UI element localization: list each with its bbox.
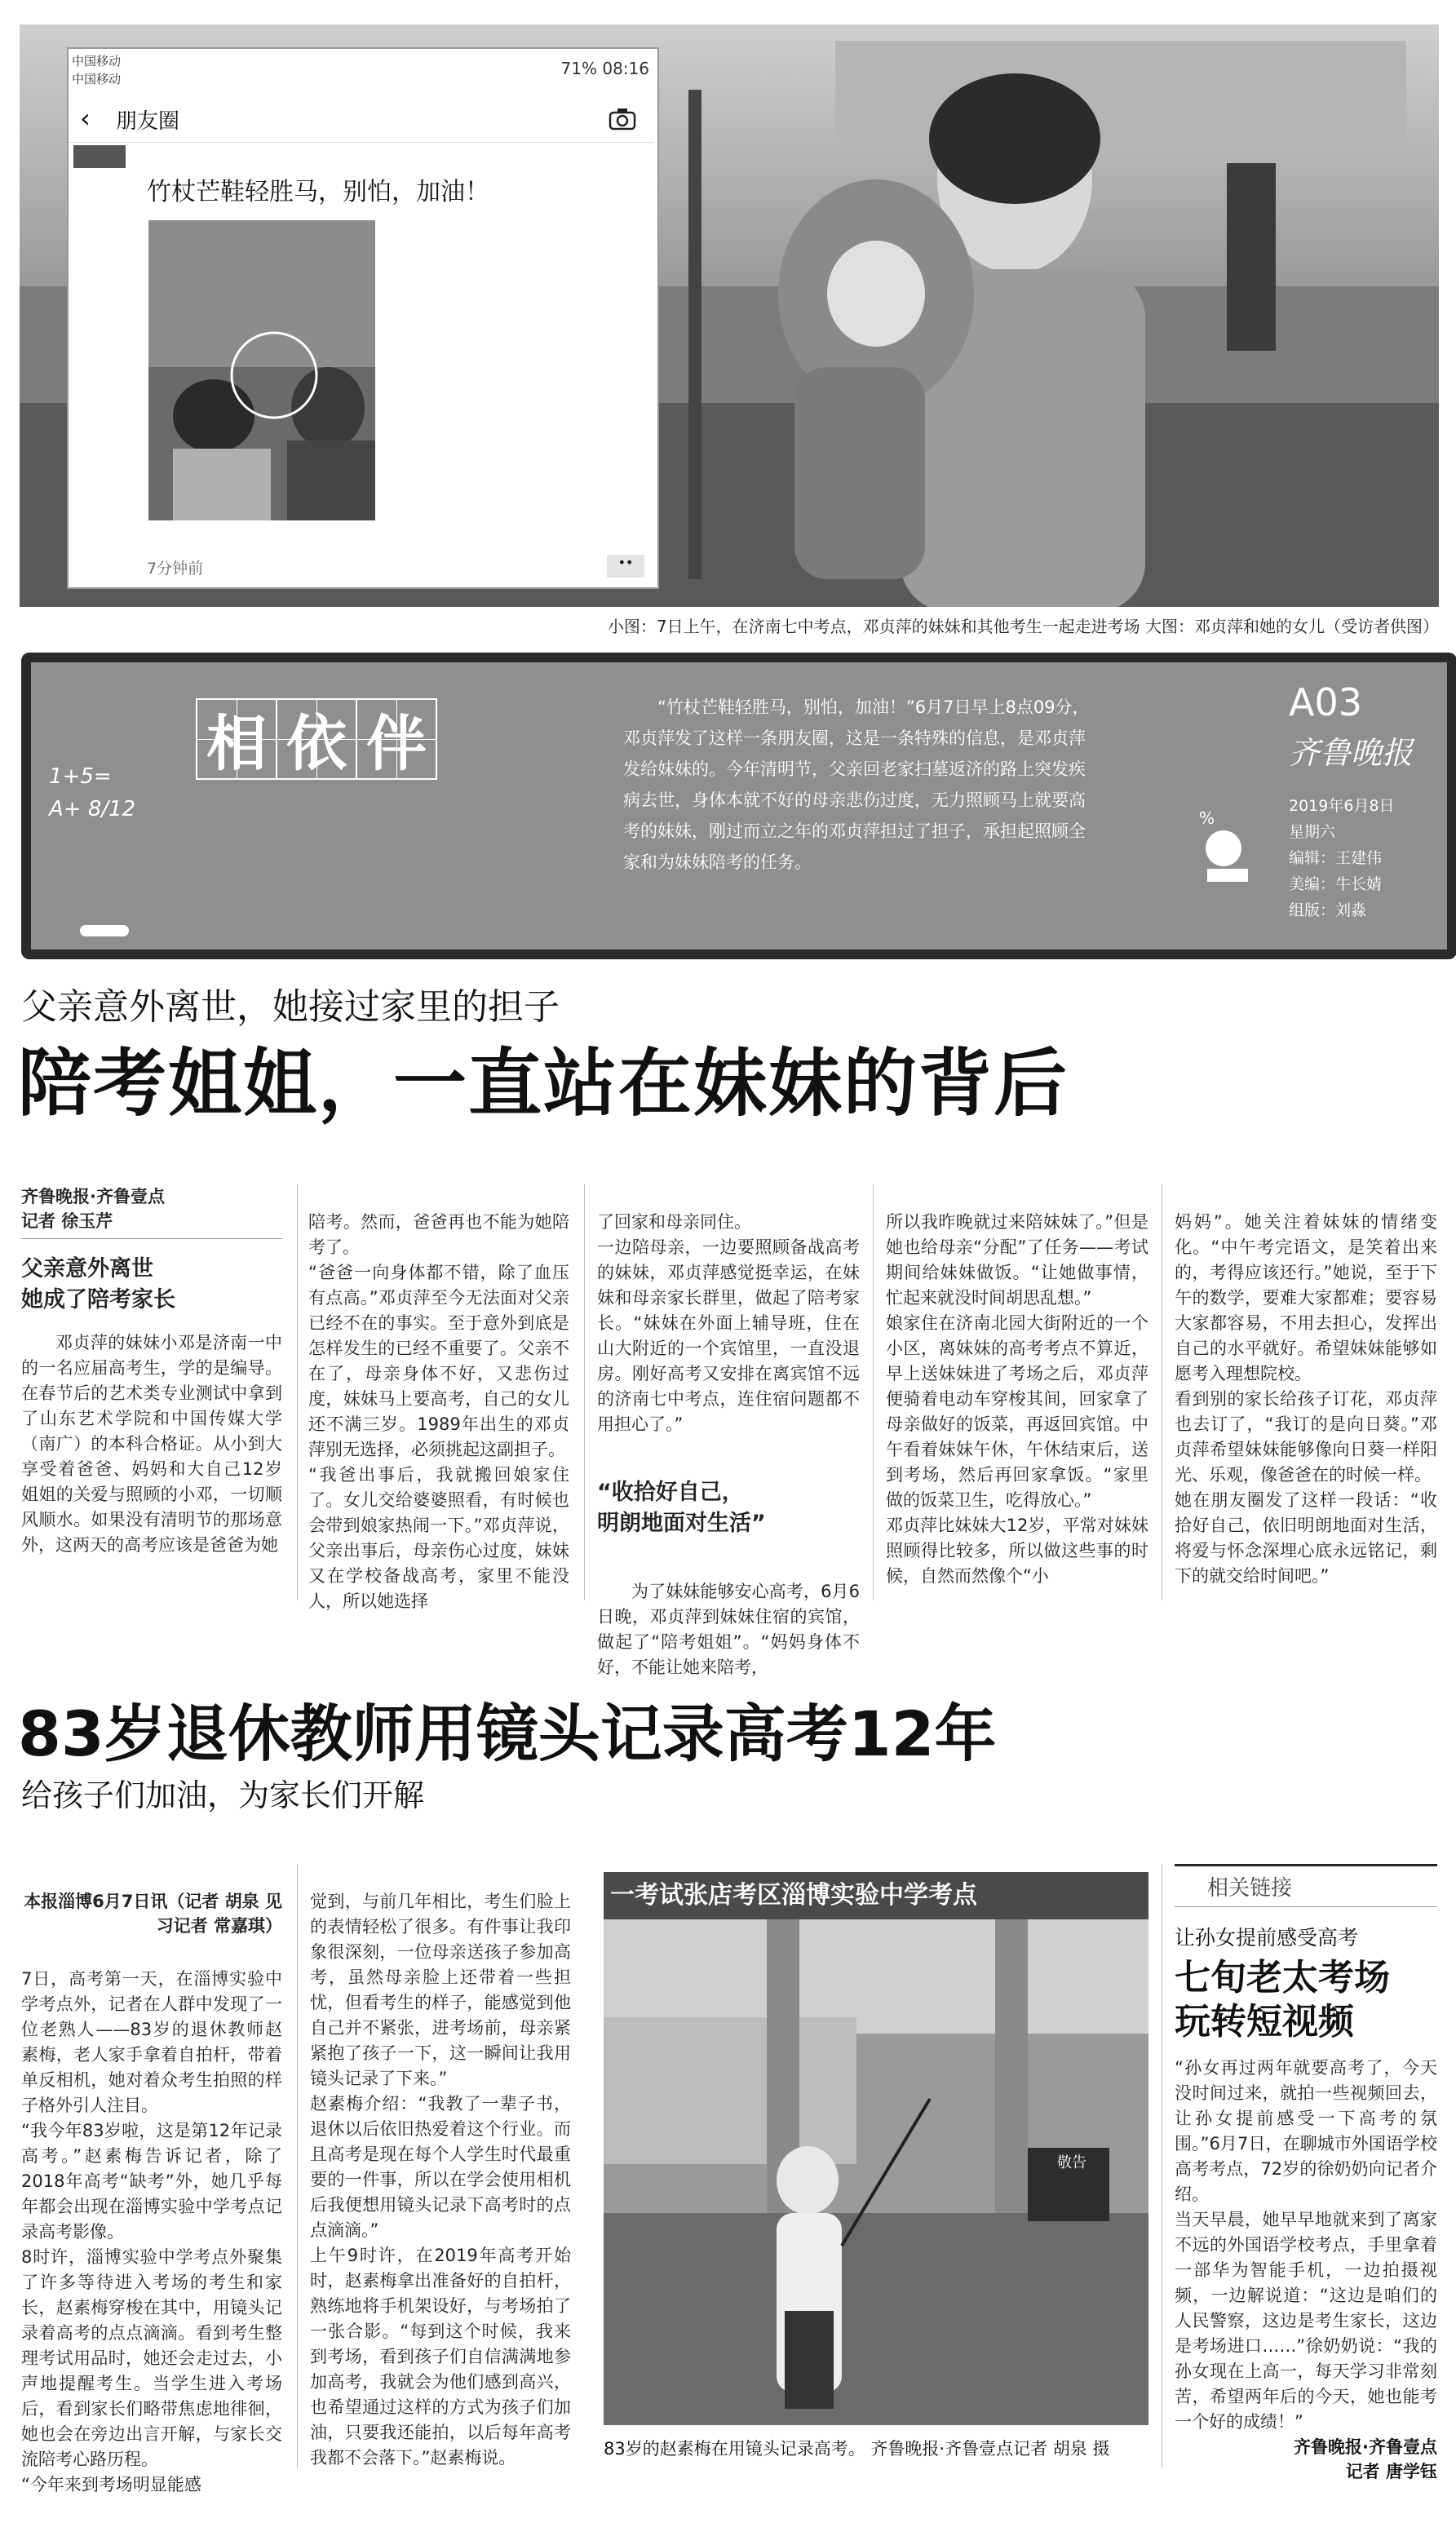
section-title bbox=[196, 698, 436, 780]
article2-col1 bbox=[21, 1864, 282, 2523]
sidebar-byline1: 齐鲁晚报·齐鲁壹点 bbox=[1294, 2437, 1437, 2457]
post-time: 7分钟前 bbox=[147, 560, 204, 578]
article2-photo-caption: 83岁的赵素梅在用镜头记录高考。 齐鲁晚报·齐鲁壹点记者 胡泉 摄 bbox=[604, 2439, 1110, 2459]
sidebar-byline2: 记者 唐学钰 bbox=[1345, 2462, 1437, 2481]
article1-col2 bbox=[308, 1184, 569, 1640]
sidebar-subtitle: 让孙女提前感受高考 bbox=[1175, 1926, 1359, 1950]
article2-photo bbox=[604, 1872, 1148, 2425]
title-char-1: 相 bbox=[196, 698, 277, 780]
article1-col1-text: 邓贞萍的妹妹小邓是济南一中的一名应届高考生，学的是编导。在春节后的艺术类专业测试中拿到了山东艺术学院和中国传媒大学（南广）的本科合格证。从小到大享受着爸爸、妈妈和大自己12岁姐姐的关爱与照顾的小邓，一切顺风顺水。如果没有清明节的那场意外，这两天的高考应该是爸爸为她 bbox=[21, 1333, 282, 1555]
article1-headline: 陪考姐姐，一直站在妹妹的背后 bbox=[18, 1041, 1069, 1126]
article1-col4 bbox=[886, 1184, 1148, 1614]
title-char-3: 伴 bbox=[356, 698, 437, 780]
designer-credit: 美编：牛长婧 bbox=[1289, 875, 1383, 893]
carrier-1: 中国移动 bbox=[72, 54, 122, 69]
article1-byline2: 记者 徐玉芹 bbox=[21, 1209, 282, 1239]
article1-col4-text: 所以我昨晚就过来陪妹妹了。”但是她也给母亲“分配”了任务——考试期间给妹妹做饭。“让她做事情，忙起来就没时间胡思乱想。” 娘家住在济南北园大街附近的一个小区，离妹妹的高考考点不算近，早上送妹妹进了考场之后，邓贞萍便骑着电动车穿梭其间，回家拿了母亲做好的饭菜，再返回宾馆。中午看着妹妹午休，午休结束后，送到考场，然后再回家拿饭。“家里做的饭菜卫生，吃得放心。” 邓贞萍比妹妹大12岁，平常对妹妹照顾得比较多，所以做这些事的时候，自然而然像个“小 bbox=[886, 1212, 1148, 1586]
article2-headline: 83岁退休教师用镜头记录高考12年 bbox=[18, 1697, 997, 1770]
section-banner bbox=[21, 653, 1456, 959]
top-photo-caption: 小图：7日上午，在济南七中考点，邓贞萍的妹妹和其他考生一起走进考场 大图：邓贞萍和她的女儿（受访者供图） bbox=[607, 617, 1439, 636]
banner-meta bbox=[1289, 793, 1395, 923]
phone-screenshot bbox=[67, 47, 659, 589]
doodle: 1+5= A+ 8/12 bbox=[49, 764, 136, 821]
pencil-icon bbox=[1199, 808, 1256, 889]
article1-col3b-text: 为了妹妹能够安心高考，6月6日晚，邓贞萍到妹妹住宿的宾馆，做起了“陪考姐姐”。“妈妈身体不好，不能让她来陪考， bbox=[597, 1582, 860, 1677]
sidebar bbox=[1175, 1864, 1437, 2484]
article1-subtitle: 父亲意外离世，她接过家里的担子 bbox=[21, 986, 560, 1028]
carrier-2: 中国移动 bbox=[72, 72, 122, 86]
nav-bar bbox=[69, 96, 654, 143]
article2-col2-text: 觉到，与前几年相比，考生们脸上的表情轻松了很多。有件事让我印象很深刻，一位母亲送孩子参加高考，虽然母亲脸上还带着一些担忧，但看考生的样子，能感觉到他自己并不紧张，进考场前，母亲紧紧抱了孩子一下，这一瞬间让我用镜头记录了下来。” 赵素梅介绍：“我教了一辈子书，退休以后依旧热爱着这个行业。而且高考是现在每个人学生时代最重要的一件事，所以在学会使用相机后我便想用镜头记录下高考时的点点滴滴。” 上午9时许，在2019年高考开始时，赵素梅拿出准备好的自拍杆，熟练地将手机架设好，与考场拍了一张合影。“每到这个时候，我来到考场，看到孩子们自信满满地参加高考，我就会为他们感到高兴，也希望通过这样的方式为孩子们加油，只要我还能拍，以后每年高考我都不会落下。”赵素梅说。 bbox=[310, 1892, 571, 2468]
sidebar-text: “孙女再过两年就要高考了，今天没时间过来，就拍一些视频回去，让孙女提前感受一下高考的氛围。”6月7日，在聊城市外国语学校高考考点，72岁的徐奶奶向记者介绍。 当天早晨，她早早地就来到了离家不远的外国语学校考点，手里拿着一部华为智能手机，一边拍摄视频，一边解说道：“这边是咱们的人民警察，这边是考生家长，这边是考场进口……”徐奶奶说：“我的孙女现在上高一，每天学习非常刻苦，希望两年后的今天，她也能考一个好的成绩！” bbox=[1175, 2058, 1437, 2432]
banner-tab bbox=[80, 925, 129, 936]
page-number: A03 bbox=[1289, 680, 1363, 724]
avatar[interactable] bbox=[73, 145, 126, 168]
photo-notice: 敬告 bbox=[1057, 2154, 1086, 2171]
status-right: 71% 08:16 bbox=[560, 59, 649, 78]
nav-title: 朋友圈 bbox=[116, 109, 180, 134]
issue-weekday: 星期六 bbox=[1289, 823, 1336, 841]
article1-byline1: 齐鲁晚报·齐鲁壹点 bbox=[21, 1187, 165, 1206]
article1-subhead2: “收拾好自己， 明朗地面对生活” bbox=[597, 1480, 766, 1536]
article1-col2-text: 陪考。然而，爸爸再也不能为她陪考了。 “爸爸一向身体都不错，除了血压有点高。”邓贞萍至今无法面对父亲已经不在的事实。至于意外到底是怎样发生的已经不重要了。父亲不在了，母亲身体不好，又悲伤过度，妹妹马上要高考，自己的女儿还不满三岁。1989年出生的邓贞萍别无选择，必须挑起这副担子。 “我爸出事后，我就搬回娘家住了。女儿交给婆婆照看，有时候也会带到娘家热闹一下。”邓贞萍说，父亲出事后，母亲伤心过度，妹妹又在学校备战高考，家里不能没人，所以她选择 bbox=[308, 1212, 569, 1611]
status-bar bbox=[72, 52, 653, 90]
article1-col5 bbox=[1175, 1184, 1437, 1614]
article2-byline: 本报淄博6月7日讯（记者 胡泉 见习记者 常嘉琪） bbox=[24, 1892, 282, 1936]
article1-col3a-text: 了回家和母亲同住。 一边陪母亲，一边要照顾备战高考的妹妹，邓贞萍感觉挺幸运，在妹妹和母亲家长群里，做起了陪考家长。“妹妹在外面上辅导班，住在山大附近的一个宾馆里，一直没退房。刚好高考又安排在离宾馆不远的济南七中考点，连住宿问题都不用担心了。” bbox=[597, 1212, 860, 1434]
issue-date: 2019年6月8日 bbox=[1289, 797, 1395, 815]
camera-icon[interactable] bbox=[609, 108, 636, 131]
back-icon[interactable]: ‹ bbox=[80, 103, 91, 134]
article2-subtitle: 给孩子们加油，为家长们开解 bbox=[21, 1777, 425, 1813]
article1-col1 bbox=[21, 1184, 282, 1558]
title-char-2: 依 bbox=[276, 698, 357, 780]
article2-col1-text: 7日，高考第一天，在淄博实验中学考点外，记者在人群中发现了一位老熟人——83岁的退休教师赵素梅，老人家手拿着自拍杆，带着单反相机，她对着众考生拍照的样子格外引人注目。 “我今年83岁啦，这是第12年记录高考。”赵素梅告诉记者，除了2018年高考“缺考”外，她几乎每年都会出现在淄博实验中学考点记录高考影像。 8时许，淄博实验中学考点外聚集了许多等待进入考场的考生和家长，赵素梅穿梭在其中，用镜头记录着高考的点点滴滴。看到考生整理考试用品时，她还会走过去，小声地提醒考生。当学生进入考场后，看到家长们略带焦虑地徘徊，她也会在旁边出言开解，与家长交流陪考心路历程。 “今年来到考场明显能感 bbox=[21, 1969, 282, 2494]
banner-intro: “竹杖芒鞋轻胜马，别怕，加油！”6月7日早上8点09分，邓贞萍发了这样一条朋友圈，这是一条特殊的信息，是邓贞萍发给妹妹的。今年清明节，父亲回老家扫墓返济的路上突发疾病去世，身体本就不好的母亲悲伤过度，无力照顾马上就要高考的妹妹，刚过而立之年的邓贞萍担过了担子，承担起照顾全家和为妹妹陪考的任务。 bbox=[623, 697, 1090, 872]
post-text: 竹杖芒鞋轻胜马，别怕，加油！ bbox=[147, 178, 489, 206]
sidebar-label: 相关链接 bbox=[1175, 1864, 1437, 1907]
paper-name: 齐鲁晚报 bbox=[1289, 735, 1414, 771]
svg-text:%: % bbox=[1199, 808, 1215, 828]
photo-sign: 一考试张店考区淄博实验中学考点 bbox=[604, 1872, 1148, 1919]
article2-col2 bbox=[310, 1864, 571, 2496]
sidebar-headline: 七旬老太考场 玩转短视频 bbox=[1175, 1957, 1390, 2043]
article1-subhead1: 父亲意外离世 她成了陪考家长 bbox=[21, 1256, 175, 1312]
article1-col3 bbox=[597, 1184, 860, 1706]
article1-col5-text: 妈妈”。她关注着妹妹的情绪变化。“中午考完语文，是笑着出来的，考得应该还行。”她说，至于下午的数学，要难大家都难；要容易大家都容易，不用去担心，发挥出自己的水平就好。希望妹妹能够如愿考入理想院校。 看到别的家长给孩子订花，邓贞萍也去订了，“我订的是向日葵。”邓贞萍希望妹妹能够像向日葵一样阳光、乐观，像爸爸在的时候一样。 她在朋友圈发了这样一段话：“收拾好自己，依旧明朗地面对生活，将爱与怀念深埋心底永远铭记，剩下的就交给时间吧。” bbox=[1175, 1212, 1437, 1586]
more-button[interactable]: •• bbox=[607, 555, 644, 578]
proof-credit: 组版：刘淼 bbox=[1289, 901, 1367, 919]
post-image[interactable] bbox=[148, 220, 375, 520]
editor-credit: 编辑：王建伟 bbox=[1289, 849, 1383, 867]
